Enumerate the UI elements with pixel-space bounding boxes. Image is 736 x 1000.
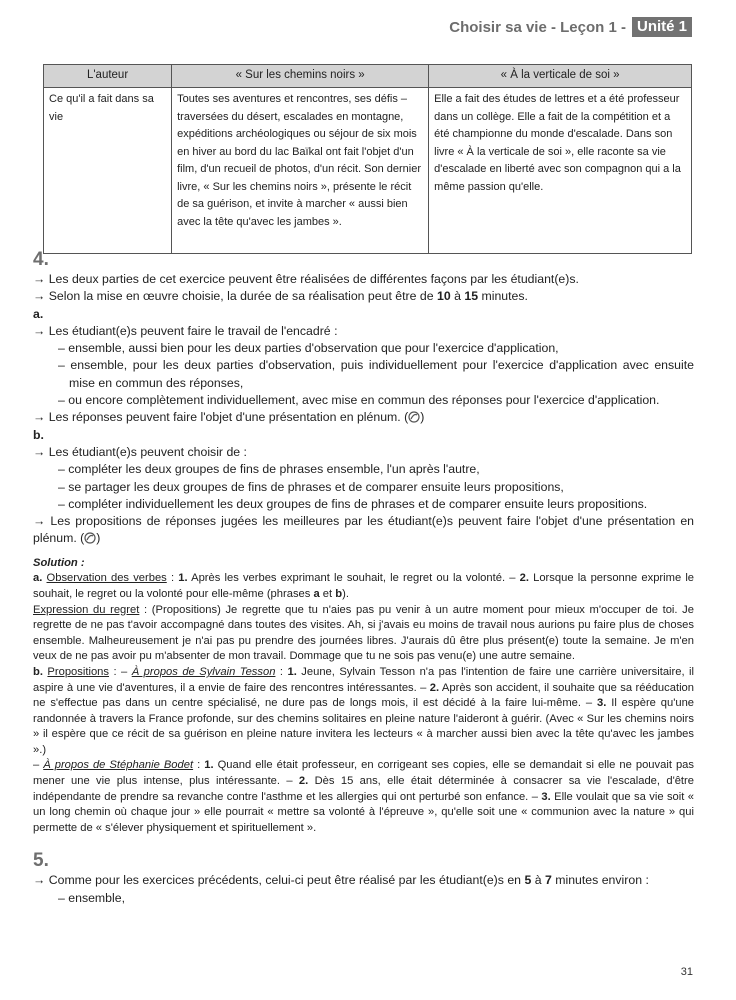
list-item bbox=[33, 392, 694, 409]
part-label: b. bbox=[33, 427, 44, 442]
duration-max: 15 bbox=[464, 289, 479, 304]
table-row bbox=[44, 88, 692, 254]
table-header: « À la verticale de soi » bbox=[429, 65, 692, 88]
table-header: « Sur les chemins noirs » bbox=[172, 65, 429, 88]
subsection-heading: À propos de Sylvain Tesson bbox=[131, 665, 276, 678]
page-number: 31 bbox=[680, 966, 693, 978]
instruction-text: Selon la mise en œuvre choisie, la durée de sa réalisation peut être de bbox=[48, 289, 434, 304]
instruction-text: minutes. bbox=[481, 289, 528, 304]
group-work-icon bbox=[408, 411, 420, 423]
table-cell: Elle a fait des études de lettres et a été professeur dans un collège. Elle a fait de la compétition et a été championne du monde d'escalade. Dans son livre « À la verticale de soi », elle raconte sa vie d'escalade en liberté avec son compagnon qui a la même passion qu'elle. bbox=[429, 88, 692, 254]
exercise-number: 4. bbox=[33, 249, 49, 270]
list-item bbox=[33, 461, 694, 478]
solution-paragraph bbox=[33, 571, 694, 602]
main-content bbox=[33, 249, 694, 907]
duration-min: 10 bbox=[436, 289, 451, 304]
solution-block bbox=[33, 556, 694, 837]
solution-title: Solution : bbox=[33, 556, 85, 569]
instruction-line bbox=[33, 872, 694, 889]
list-item-text: ou encore complètement individuellement, avec mise en commun des réponses pour l'exercice d'application. bbox=[68, 393, 660, 408]
item-number: 1. bbox=[287, 665, 297, 678]
instruction-line: → Les propositions de réponses jugées les meilleures par les étudiant(e)s peuvent faire l'objet d'une présentation en plénum. ( ) bbox=[33, 513, 694, 548]
item-number: 1. bbox=[204, 759, 214, 772]
table-cell: Toutes ses aventures et rencontres, ses défis – traversées du désert, escalades en montagne, expéditions archéologiques ou séjour de six mois en hiver au bord du lac Baïkal ont fait l'objet d'un film, d'un recueil de photos, d'un récit. Son dernier livre, « Sur les chemins noirs », présente le récit de sa guérison, et invite à marcher « aussi bien avec la tête qu'avec les jambes ». bbox=[172, 88, 429, 254]
solution-text: Elle voulait que sa vie soit « un long chemin où chaque jour » elle pourrait « mettre sa volonté à l'épreuve », qu'elle soit une « communion avec la nature » qui permette de « s'élever physiquement et spirituellement ». bbox=[33, 790, 695, 834]
instruction-text: Les propositions de réponses jugées les meilleures par les étudiant(e)s peuvent faire l'objet d'une présentation en plénum. ( bbox=[33, 514, 694, 546]
solution-text: Il espère qu'une randonnée à travers la France profonde, sur des chemins solitaires en pleine nature l'aideront à guérir. (Avec « Sur les chemins noirs » il espère que ce récit de sa guérison en pleine nature invitera les lecteurs « à marcher aussi bien avec la tête qu'avec les jambes ».) bbox=[33, 697, 695, 756]
solution-text: : bbox=[166, 572, 179, 585]
instruction-text: Les réponses peuvent faire l'objet d'une présentation en plénum. ( bbox=[48, 410, 409, 425]
solution-text: Après son accident, il souhaite que sa rééducation ne s'effectue pas dans un centre spécialisé, ne dure pas de longs mois, il est décidé à la faire lui-même. – bbox=[33, 681, 694, 710]
list-item-text: ensemble, pour les deux parties d'observation, puis individuellement pour l'exercice d'application avec ensuite mise en commun des réponses, bbox=[69, 358, 694, 390]
solution-text: ). bbox=[342, 587, 349, 600]
list-item bbox=[33, 890, 694, 907]
solution-paragraph bbox=[33, 603, 694, 665]
instruction-text: Les deux parties de cet exercice peuvent être réalisées de différentes façons par les étudiant(e)s. bbox=[48, 272, 579, 286]
group-work-icon bbox=[84, 532, 96, 544]
item-number: 3. bbox=[541, 790, 551, 803]
item-number: 3. bbox=[596, 697, 607, 710]
solution-text: Jeune, Sylvain Tesson n'a pas l'intention de faire une carrière universitaire, il aspire à une vie d'aventures, il a envie de faire des rencontres intéressantes. – bbox=[33, 665, 695, 694]
table-cell: Ce qu'il a fait dans sa vie bbox=[44, 88, 172, 254]
instruction-text: Les étudiant(e)s peuvent choisir de : bbox=[48, 444, 247, 459]
subsection-heading: À propos de Stéphanie Bodet bbox=[43, 759, 194, 772]
item-number: 1. bbox=[178, 572, 188, 585]
solution-text: Lorsque la personne exprime le souhait, le regret ou la volonté pour elle-même (phrases bbox=[33, 572, 695, 600]
instruction-text: minutes environ : bbox=[555, 873, 649, 888]
solution-text: Quand elle était professeur, en corrigeant ses copies, elle se demandait si elle ne pouvait pas mener une vie plus intense, plus intéressante. – bbox=[33, 759, 694, 788]
list-item bbox=[33, 357, 694, 392]
list-item bbox=[33, 479, 694, 496]
solution-text: – bbox=[33, 759, 44, 772]
solution-text: : – bbox=[109, 665, 132, 678]
solution-text: et bbox=[319, 587, 336, 600]
duration-max: 7 bbox=[544, 873, 552, 888]
instruction-line bbox=[33, 271, 694, 288]
list-item-text: ensemble, bbox=[68, 890, 126, 905]
instruction-line bbox=[33, 444, 694, 461]
instruction-text: à bbox=[454, 289, 461, 304]
item-number: 2. bbox=[298, 775, 309, 788]
instruction-text: Comme pour les exercices précédents, celui-ci peut être réalisé par les étudiant(e)s en bbox=[48, 873, 522, 888]
unit-badge: Unité 1 bbox=[632, 17, 692, 37]
phrase-ref: a bbox=[313, 587, 320, 600]
lesson-title: Choisir sa vie - Leçon 1 - bbox=[449, 18, 626, 36]
list-item-text: se partager les deux groupes de fins de phrases et de comparer ensuite leurs propositions, bbox=[68, 479, 564, 494]
list-item-text: ensemble, aussi bien pour les deux parties d'observation que pour l'exercice d'application, bbox=[68, 341, 559, 356]
solution-paragraph: b. Propositions : – À propos de Sylvain Tesson : 1. Jeune, Sylvain Tesson n'a pas l'intention de faire une carrière universitaire, il aspire à une vie d'aventures, il a envie de faire des rencontres intéressantes. – 2. Après son accident, il souhaite que sa rééducation ne s'effectue pas dans un centre spécialisé, ne dure pas de longs mois, il est décidé à la faire lui-même. – 3. Il espère qu'une randonnée à travers la France profonde, sur des chemins solitaires en pleine nature l'aideront à guérir. (Avec « Sur les chemins noirs » il espère que ce récit de sa guérison en pleine nature invitera les lecteurs « à marcher aussi bien avec la tête qu'avec les jambes ».) bbox=[33, 665, 695, 756]
exercise-number: 5. bbox=[33, 850, 49, 872]
table-header-row bbox=[44, 65, 692, 88]
instruction-line bbox=[33, 323, 694, 340]
instruction-line bbox=[33, 288, 694, 305]
solution-paragraph: – À propos de Stéphanie Bodet : 1. Quand elle était professeur, en corrigeant ses copies, elle se demandait si elle ne pouvait pas mener une vie plus intense, plus intéressante. – 2. Dès 15 ans, elle était déterminée à consacrer sa vie l'escalade, d'être indépendante de prendre sa revanche contre l'asthme et les allergies qui ont perturbé son enfance. – 3. Elle voulait que sa vie soit « un long chemin où chaque jour » elle pourrait « mettre sa volonté à l'épreuve », qu'elle soit une « communion avec la nature » qui permette de « s'élever physiquement et spirituellement ». bbox=[33, 759, 695, 834]
list-item-text: compléter les deux groupes de fins de phrases ensemble, l'un après l'autre, bbox=[68, 462, 480, 477]
instruction-text: à bbox=[534, 873, 542, 888]
section-heading: Propositions bbox=[47, 665, 109, 678]
solution-text: Après les verbes exprimant le souhait, le regret ou la volonté. – bbox=[187, 572, 520, 585]
part-label: b. bbox=[33, 665, 43, 678]
solution-text: Dès 15 ans, elle était déterminée à consacrer sa vie l'escalade, d'être indépendante de prendre sa revanche contre l'asthme et les allergies qui ont perturbé son enfance. – bbox=[33, 775, 694, 803]
comparison-table bbox=[43, 64, 692, 254]
part-label: a. bbox=[33, 572, 43, 585]
instruction-text: Les étudiant(e)s peuvent faire le travail de l'encadré : bbox=[48, 323, 338, 338]
page-header bbox=[449, 17, 692, 37]
section-heading: Expression du regret bbox=[33, 603, 140, 616]
list-item bbox=[33, 496, 694, 513]
solution-text: : (Propositions) Je regrette que tu n'aies pas pu venir à un autre moment pour mieux m'occuper de toi. Je regrette de ne pas t'avoir accompagné dans toutes des visites. Ah, si j'avais eu moins de travail nous aurions pu faire plus de choses ensemble. Malheureusement je n'ai pas pu prendre des journées libres. J'aurais dû être plus présent(e) toute la semaine. Je m'en veux de ne pas avoir pu m'absenter de mon travail. Dommage que tu ne sois pas venu(e) une autre semaine. bbox=[33, 603, 694, 663]
list-item-text: compléter individuellement les deux groupes de fins de phrases et de comparer ensuite leurs propositions. bbox=[68, 496, 648, 511]
duration-min: 5 bbox=[524, 873, 532, 888]
section-heading: Observation des verbes bbox=[46, 572, 167, 585]
list-item bbox=[33, 340, 694, 357]
item-number: 2. bbox=[519, 572, 529, 585]
table-header: L'auteur bbox=[44, 65, 172, 88]
item-number: 2. bbox=[429, 681, 440, 694]
instruction-line: → Les réponses peuvent faire l'objet d'une présentation en plénum. ( ) bbox=[33, 409, 694, 426]
part-label: a. bbox=[33, 306, 44, 321]
phrase-ref: b bbox=[335, 587, 343, 600]
